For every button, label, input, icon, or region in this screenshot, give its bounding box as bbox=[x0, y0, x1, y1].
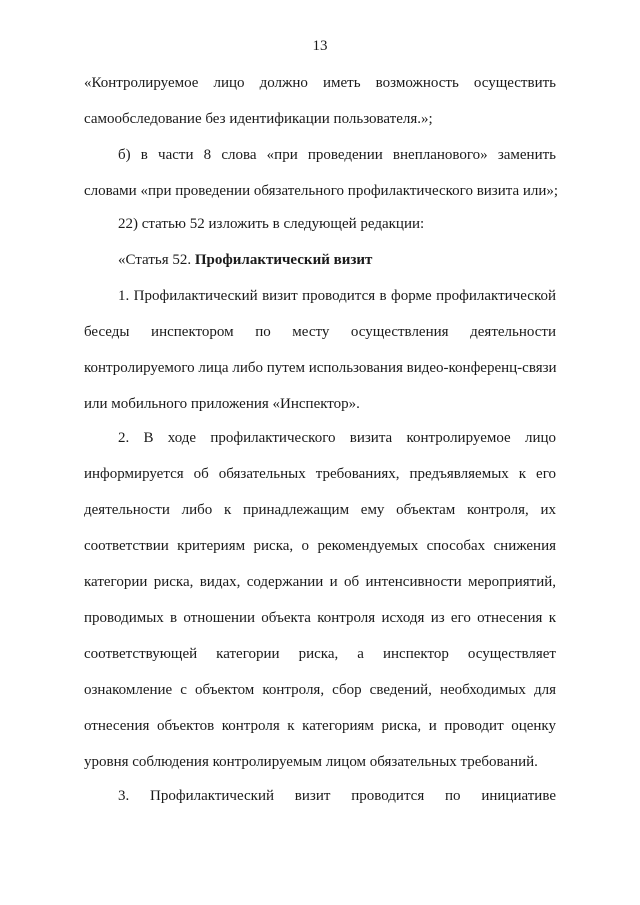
text-line: категории риска, видах, содержании и об интенсивности мероприятий, bbox=[84, 574, 556, 590]
text-line: контролируемого лица либо путем использования видео-конференц-связи bbox=[84, 360, 557, 376]
text-line: проводимых в отношении объекта контроля исходя из его отнесения к bbox=[84, 610, 556, 626]
text-line: информируется об обязательных требованиях, предъявляемых к его bbox=[84, 466, 556, 482]
text-line: соответствующей категории риска, а инспектор осуществляет bbox=[84, 646, 556, 662]
article-heading bbox=[118, 249, 556, 271]
text-line: самообследование без идентификации пользователя.»; bbox=[84, 111, 433, 127]
text-line: 3. Профилактический визит проводится по инициативе bbox=[118, 788, 556, 804]
text-line: соответствии критериям риска, о рекомендуемых способах снижения bbox=[84, 538, 556, 554]
article-number: «Статья 52. bbox=[118, 252, 192, 268]
text-line: б) в части 8 слова «при проведении внепланового» заменить bbox=[118, 147, 556, 163]
page-number: 13 bbox=[312, 38, 328, 54]
article-title: Профилактический визит bbox=[194, 252, 373, 268]
text-line: отнесения объектов контроля к категориям риска, и проводит оценку bbox=[84, 718, 556, 734]
text-line: словами «при проведении обязательного профилактического визита или»; bbox=[84, 183, 559, 199]
text-line: деятельности либо к принадлежащим ему объектам контроля, их bbox=[84, 502, 556, 518]
text-line: 1. Профилактический визит проводится в форме профилактической bbox=[118, 288, 556, 304]
text-line: «Контролируемое лицо должно иметь возможность осуществить bbox=[84, 75, 556, 91]
text-line: ознакомление с объектом контроля, сбор сведений, необходимых для bbox=[84, 682, 556, 698]
text-line: 2. В ходе профилактического визита контролируемое лицо bbox=[118, 430, 556, 446]
text-line: или мобильного приложения «Инспектор». bbox=[84, 396, 360, 412]
text-line: 22) статью 52 изложить в следующей редакции: bbox=[118, 216, 425, 232]
text-line: уровня соблюдения контролируемым лицом обязательных требований. bbox=[84, 754, 538, 770]
text-line: беседы инспектором по месту осуществления деятельности bbox=[84, 324, 556, 340]
